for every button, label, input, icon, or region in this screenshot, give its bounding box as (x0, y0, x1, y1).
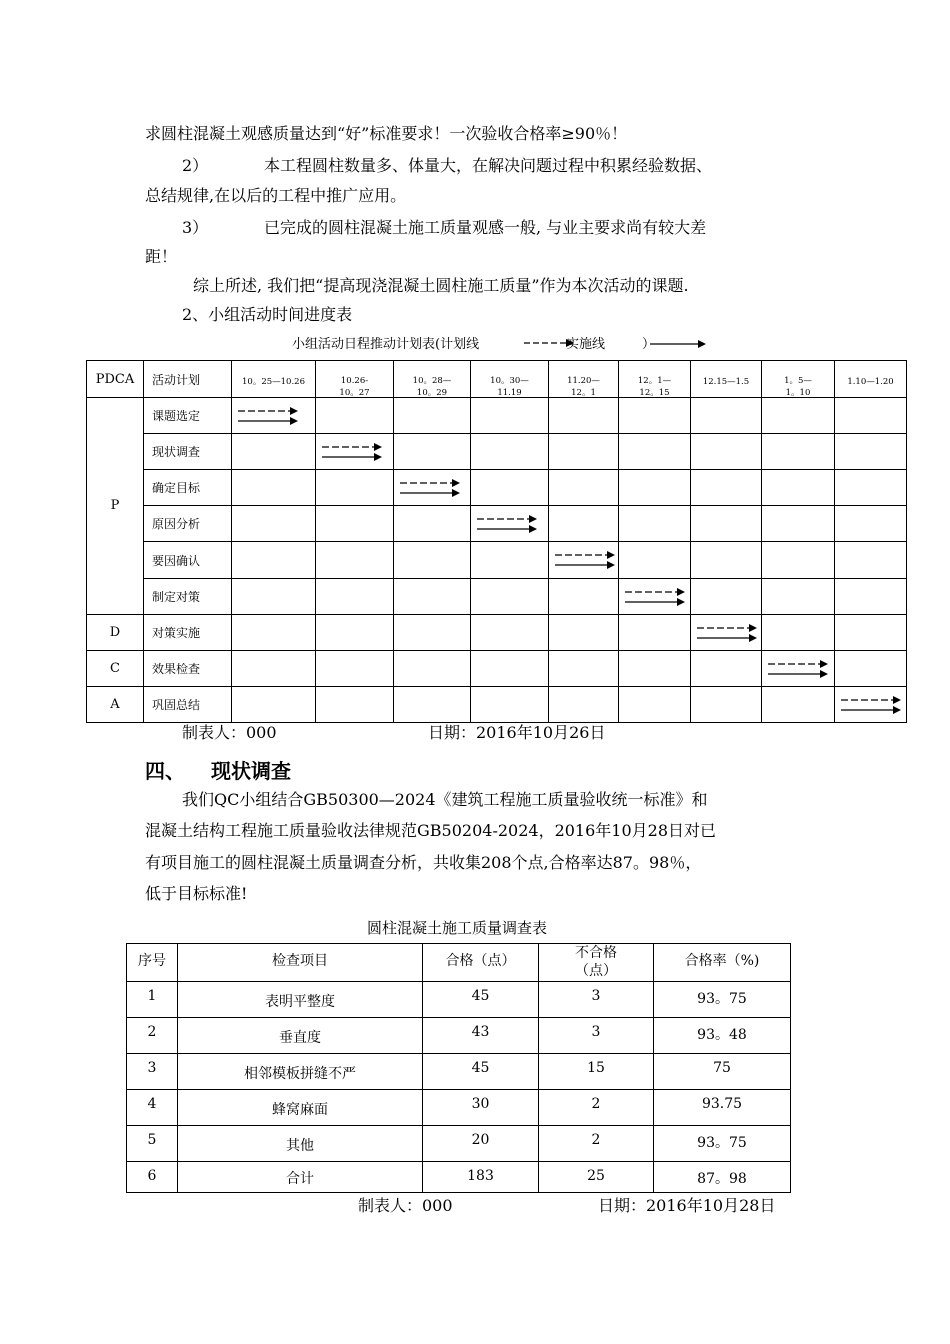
plan-actual-arrows-icon (400, 478, 462, 498)
activity-label: 原因分析 (144, 506, 232, 542)
item-cell: 蜂窝麻面 (178, 1090, 423, 1126)
activity-label: 制定对策 (144, 578, 232, 614)
plan-arrowhead (749, 624, 757, 632)
qualified-cell: 183 (423, 1162, 539, 1193)
schedule-row (87, 578, 907, 614)
actual-arrowhead (749, 634, 757, 642)
rate-cell: 93.75 (654, 1090, 791, 1126)
plan-actual-arrows-icon (625, 587, 687, 607)
actual-arrowhead (820, 670, 828, 678)
unqualified-cell: 3 (539, 1018, 654, 1054)
plan-arrowhead (529, 515, 537, 523)
date-col-2: 10.26- 10。27 (316, 361, 394, 398)
plan-actual-arrows-icon (477, 514, 539, 534)
seq-cell: 6 (127, 1162, 178, 1193)
schedule-arrow-cell (394, 470, 471, 506)
rate-cell: 75 (654, 1054, 791, 1090)
item-3-number: 3） (182, 218, 209, 237)
schedule-arrow-cell (835, 686, 907, 722)
section-4-para-line-4: 低于目标标准! (145, 884, 248, 903)
schedule-arrow-cell (316, 434, 394, 470)
section-2-heading: 2、小组活动时间进度表 (182, 305, 353, 324)
header-pdca: PDCA (87, 361, 144, 398)
phase-a: A (87, 686, 144, 722)
activity-label: 课题选定 (144, 398, 232, 434)
header-activity-plan: 活动计划 (144, 361, 232, 398)
plan-arrowhead (677, 588, 685, 596)
date-col-4: 10。30— 11.19 (471, 361, 549, 398)
qualified-cell: 30 (423, 1090, 539, 1126)
schedule-date: 日期：2016年10月26日 (428, 723, 606, 742)
schedule-caption (292, 333, 479, 352)
survey-row (127, 1018, 791, 1054)
item-2-number: 2） (182, 156, 209, 175)
date-col-5: 11.20— 12。1 (549, 361, 619, 398)
survey-row (127, 1090, 791, 1126)
actual-arrowhead (290, 417, 298, 425)
plan-arrowhead (607, 551, 615, 559)
schedule-row (87, 686, 907, 722)
date-col-3: 10。28— 10。29 (394, 361, 471, 398)
survey-caption: 圆柱混凝土施工质量调查表 (367, 919, 548, 937)
unqualified-cell: 3 (539, 982, 654, 1018)
item-3-text: 已完成的圆柱混凝土施工质量观感一般, 与业主要求尚有较大差 (264, 218, 707, 237)
unqualified-cell: 25 (539, 1162, 654, 1193)
schedule-row (87, 434, 907, 470)
plan-arrowhead (290, 407, 298, 415)
date-col-6: 12。1— 12。15 (619, 361, 691, 398)
plan-arrowhead (820, 660, 828, 668)
plan-actual-arrows-icon (238, 406, 300, 426)
unqualified-cell: 2 (539, 1126, 654, 1162)
activity-label: 现状调查 (144, 434, 232, 470)
date-col-9: 1.10—1.20 (835, 361, 907, 398)
item-cell: 相邻模板拼缝不严 (178, 1054, 423, 1090)
actual-arrowhead (607, 561, 615, 569)
plan-actual-arrows-icon (841, 695, 903, 715)
header-qualified: 合格（点） (423, 944, 539, 982)
actual-arrowhead (677, 598, 685, 606)
section-4-title: 现状调查 (211, 759, 291, 783)
item-2-text: 本工程圆柱数量多、体量大，在解决问题过程中积累经验数据、 (264, 156, 713, 175)
date-col-7: 12.15—1.5 (691, 361, 762, 398)
seq-cell: 5 (127, 1126, 178, 1162)
seq-cell: 4 (127, 1090, 178, 1126)
summary-line: 综上所述, 我们把“提高现浇混凝土圆柱施工质量”作为本次活动的课题. (193, 276, 689, 295)
actual-arrowhead (893, 706, 901, 714)
section-4-para-line-3: 有项目施工的圆柱混凝土质量调查分析，共收集208个点,合格率达87。98％， (145, 853, 702, 872)
schedule-arrow-cell (691, 614, 762, 650)
unqualified-cell: 2 (539, 1090, 654, 1126)
actual-arrowhead (452, 489, 460, 497)
section-4-para-line-2: 混凝土结构工程施工质量验收法律规范GB50204-2024，2016年10月28日对已 (145, 821, 717, 840)
plan-actual-arrows-icon (555, 550, 617, 570)
schedule-caption-close: ） (642, 337, 656, 352)
schedule-arrow-cell (619, 578, 691, 614)
seq-cell: 1 (127, 982, 178, 1018)
item-cell: 表明平整度 (178, 982, 423, 1018)
plan-actual-arrows-icon (768, 659, 830, 679)
item-2-text-cont: 总结规律,在以后的工程中推广应用。 (145, 186, 407, 205)
item-cell: 合计 (178, 1162, 423, 1193)
survey-maker: 制表人：000 (358, 1196, 453, 1215)
plan-arrowhead (374, 443, 382, 451)
schedule-row (87, 398, 907, 434)
seq-cell: 3 (127, 1054, 178, 1090)
schedule-row (87, 650, 907, 686)
plan-actual-arrows-icon (322, 442, 384, 462)
seq-cell: 2 (127, 1018, 178, 1054)
header-seq: 序号 (127, 944, 178, 982)
activity-label: 对策实施 (144, 614, 232, 650)
rate-cell: 93。75 (654, 982, 791, 1018)
rate-cell: 93。75 (654, 1126, 791, 1162)
phase-p: P (87, 398, 144, 615)
date-col-8: 1。5— 1。10 (762, 361, 835, 398)
section-4-number: 四、 (145, 759, 185, 783)
rate-cell: 93。48 (654, 1018, 791, 1054)
survey-row (127, 1162, 791, 1193)
schedule-row (87, 614, 907, 650)
date-col-1: 10。25—10.26 (232, 361, 316, 398)
schedule-caption-actual: 实施线 (566, 337, 606, 352)
survey-row (127, 1126, 791, 1162)
schedule-arrow-cell (762, 650, 835, 686)
section-4-para-line-1: 我们QC小组结合GB50300—2024《建筑工程施工质量验收统一标准》和 (182, 790, 708, 809)
rate-cell: 87。98 (654, 1162, 791, 1193)
schedule-row (87, 470, 907, 506)
plan-arrowhead (452, 479, 460, 487)
schedule-maker: 制表人：000 (182, 723, 277, 742)
qualified-cell: 45 (423, 1054, 539, 1090)
actual-arrowhead (374, 453, 382, 461)
qualified-cell: 20 (423, 1126, 539, 1162)
header-rate: 合格率（%) (654, 944, 791, 982)
intro-line-1: 求圆柱混凝土观感质量达到“好”标准要求！一次验收合格率≥90％！ (145, 124, 628, 143)
item-cell: 其他 (178, 1126, 423, 1162)
actual-line-legend-icon (650, 337, 706, 351)
survey-row (127, 982, 791, 1018)
plan-arrowhead (893, 696, 901, 704)
phase-d: D (87, 614, 144, 650)
qualified-cell: 43 (423, 1018, 539, 1054)
survey-table (126, 943, 791, 1193)
header-unqualified: 不合格 （点） (539, 944, 654, 982)
phase-c: C (87, 650, 144, 686)
qualified-cell: 45 (423, 982, 539, 1018)
plan-actual-arrows-icon (697, 623, 759, 643)
item-cell: 垂直度 (178, 1018, 423, 1054)
schedule-arrow-cell (471, 506, 549, 542)
activity-label: 确定目标 (144, 470, 232, 506)
survey-header-row (127, 944, 791, 982)
survey-date: 日期：2016年10月28日 (598, 1196, 776, 1215)
schedule-arrow-cell (549, 542, 619, 578)
schedule-row (87, 506, 907, 542)
actual-arrowhead (529, 525, 537, 533)
schedule-table (86, 360, 907, 723)
schedule-row (87, 542, 907, 578)
unqualified-cell: 15 (539, 1054, 654, 1090)
schedule-header-row (87, 361, 907, 398)
activity-label: 效果检查 (144, 650, 232, 686)
activity-label: 巩固总结 (144, 686, 232, 722)
activity-label: 要因确认 (144, 542, 232, 578)
item-3-text-cont: 距！ (145, 247, 178, 266)
schedule-arrow-cell (232, 398, 316, 434)
schedule-caption-plan: 小组活动日程推动计划表(计划线 (292, 337, 480, 352)
survey-row (127, 1054, 791, 1090)
header-item: 检查项目 (178, 944, 423, 982)
